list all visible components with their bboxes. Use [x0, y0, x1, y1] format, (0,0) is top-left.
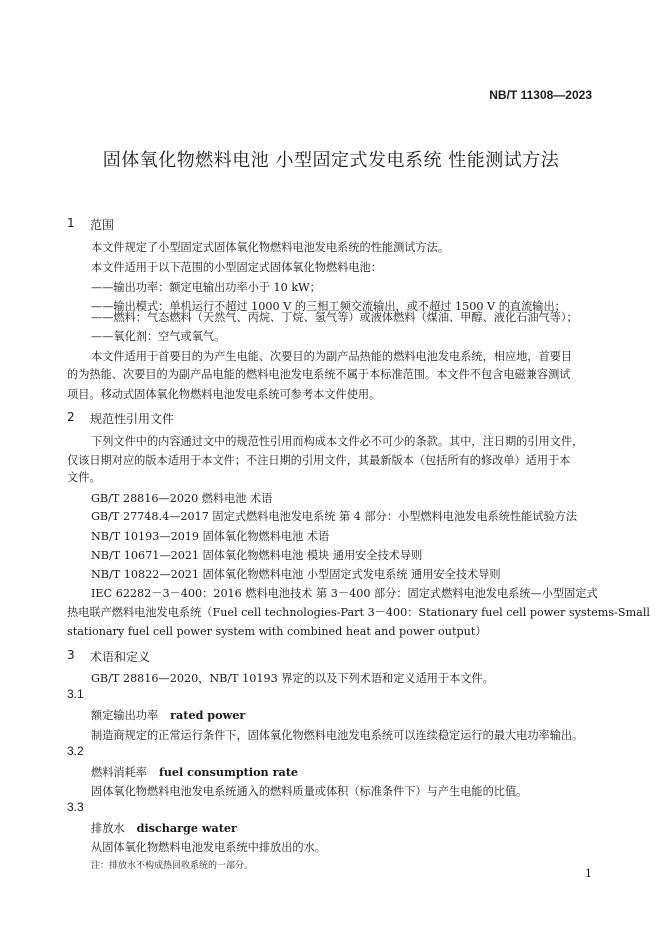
paragraph-continuation: 的为热能、次要目的为副产品电能的燃料电池发电系统不属于本标准范围。本文件不包含电磁兼容测试 [67, 368, 571, 381]
term-name [91, 764, 298, 780]
term-en: rated power [170, 708, 246, 722]
term-en: fuel consumption rate [158, 765, 298, 779]
paragraph: 本文件适用于首要目的为产生电能、次要目的为副产品热能的燃料电池发电系统，相应地，首要目 [91, 350, 573, 363]
term-number: 3.3 [67, 800, 84, 814]
section-1-heading: 范围 [90, 218, 115, 232]
paragraph: GB/T 28816—2020，NB/T 10193 界定的以及下列术语和定义适用于本文件。 [91, 672, 494, 685]
section-3-number: 3 [67, 648, 75, 662]
paragraph-continuation: 热电联产燃料电池发电系统（Fuel cell technologies-Part 3－400：Stationary fuel cell power systems-Small [67, 606, 651, 619]
list-item: ——输出模式：单机运行不超过 1000 V 的三相工频交流输出，或不超过 1500 V 的直流输出； [91, 300, 566, 313]
term-definition: 制造商规定的正常运行条件下，固体氧化物燃料电池发电系统可以连续稳定运行的最大电功率输出。 [91, 729, 584, 742]
reference-item: NB/T 10193—2019 固体氧化物燃料电池 术语 [91, 530, 330, 543]
page-title: 固体氧化物燃料电池 小型固定式发电系统 性能测试方法 [102, 150, 560, 171]
term-definition: 从固体氧化物燃料电池发电系统中排放出的水。 [91, 841, 326, 854]
paragraph-continuation: stationary fuel cell power system with combined heat and power output） [67, 625, 487, 638]
term-number: 3.1 [67, 687, 84, 701]
paragraph: 本文件适用于以下范围的小型固定式固体氧化物燃料电池： [91, 261, 382, 274]
section-2-heading: 规范性引用文件 [90, 412, 175, 426]
reference-item: NB/T 10671—2021 固体氧化物燃料电池 模块 通用安全技术导则 [91, 549, 423, 562]
term-zh: 燃料消耗率 [91, 766, 147, 779]
term-note: 注：排放水不构成热回收系统的一部分。 [91, 861, 254, 871]
page-number: 1 [585, 867, 592, 880]
paragraph-continuation: 项目。移动式固体氧化物燃料电池发电系统可参考本文件使用。 [67, 388, 381, 401]
term-name [91, 820, 237, 836]
paragraph-continuation: 文件。 [67, 471, 101, 484]
section-2-number: 2 [67, 410, 75, 424]
paragraph: 本文件规定了小型固定式固体氧化物燃料电池发电系统的性能测试方法。 [91, 241, 450, 254]
reference-item: IEC 62282－3－400：2016 燃料电池技术 第 3－400 部分：固定式燃料电池发电系统—小型固定式 [91, 587, 598, 600]
term-number: 3.2 [67, 744, 84, 758]
term-en: discharge water [136, 821, 237, 835]
reference-item: NB/T 10822—2021 固体氧化物燃料电池 小型固定式发电系统 通用安全技术导则 [91, 568, 501, 581]
paragraph-continuation: 仅该日期对应的版本适用于本文件；不注日期的引用文件，其最新版本（包括所有的修改单）适用于本 [67, 454, 571, 467]
term-name [91, 707, 245, 723]
reference-item: GB/T 28816—2020 燃料电池 术语 [91, 492, 273, 505]
term-definition: 固体氧化物燃料电池发电系统通入的燃料质量或体积（标准条件下）与产生电能的比值。 [91, 785, 528, 798]
paragraph: 下列文件中的内容通过文中的规范性引用而构成本文件必不可少的条款。其中，注日期的引用文件， [91, 435, 584, 448]
list-item: ——燃料：气态燃料（天然气、丙烷、丁烷、氢气等）或液体燃料（煤油、甲醇、液化石油气等）； [91, 311, 578, 324]
term-zh: 排放水 [91, 822, 125, 835]
section-1-number: 1 [67, 216, 75, 230]
list-item: ——氧化剂：空气或氧气。 [91, 330, 226, 343]
reference-item: GB/T 27748.4—2017 固定式燃料电池发电系统 第 4 部分：小型燃料电池发电系统性能试验方法 [91, 510, 578, 523]
standard-number: NB/T 11308—2023 [489, 88, 592, 102]
list-item: ——输出功率：额定电输出功率小于 10 kW； [91, 281, 321, 294]
section-3-heading: 术语和定义 [90, 650, 151, 664]
term-zh: 额定输出功率 [91, 709, 159, 722]
